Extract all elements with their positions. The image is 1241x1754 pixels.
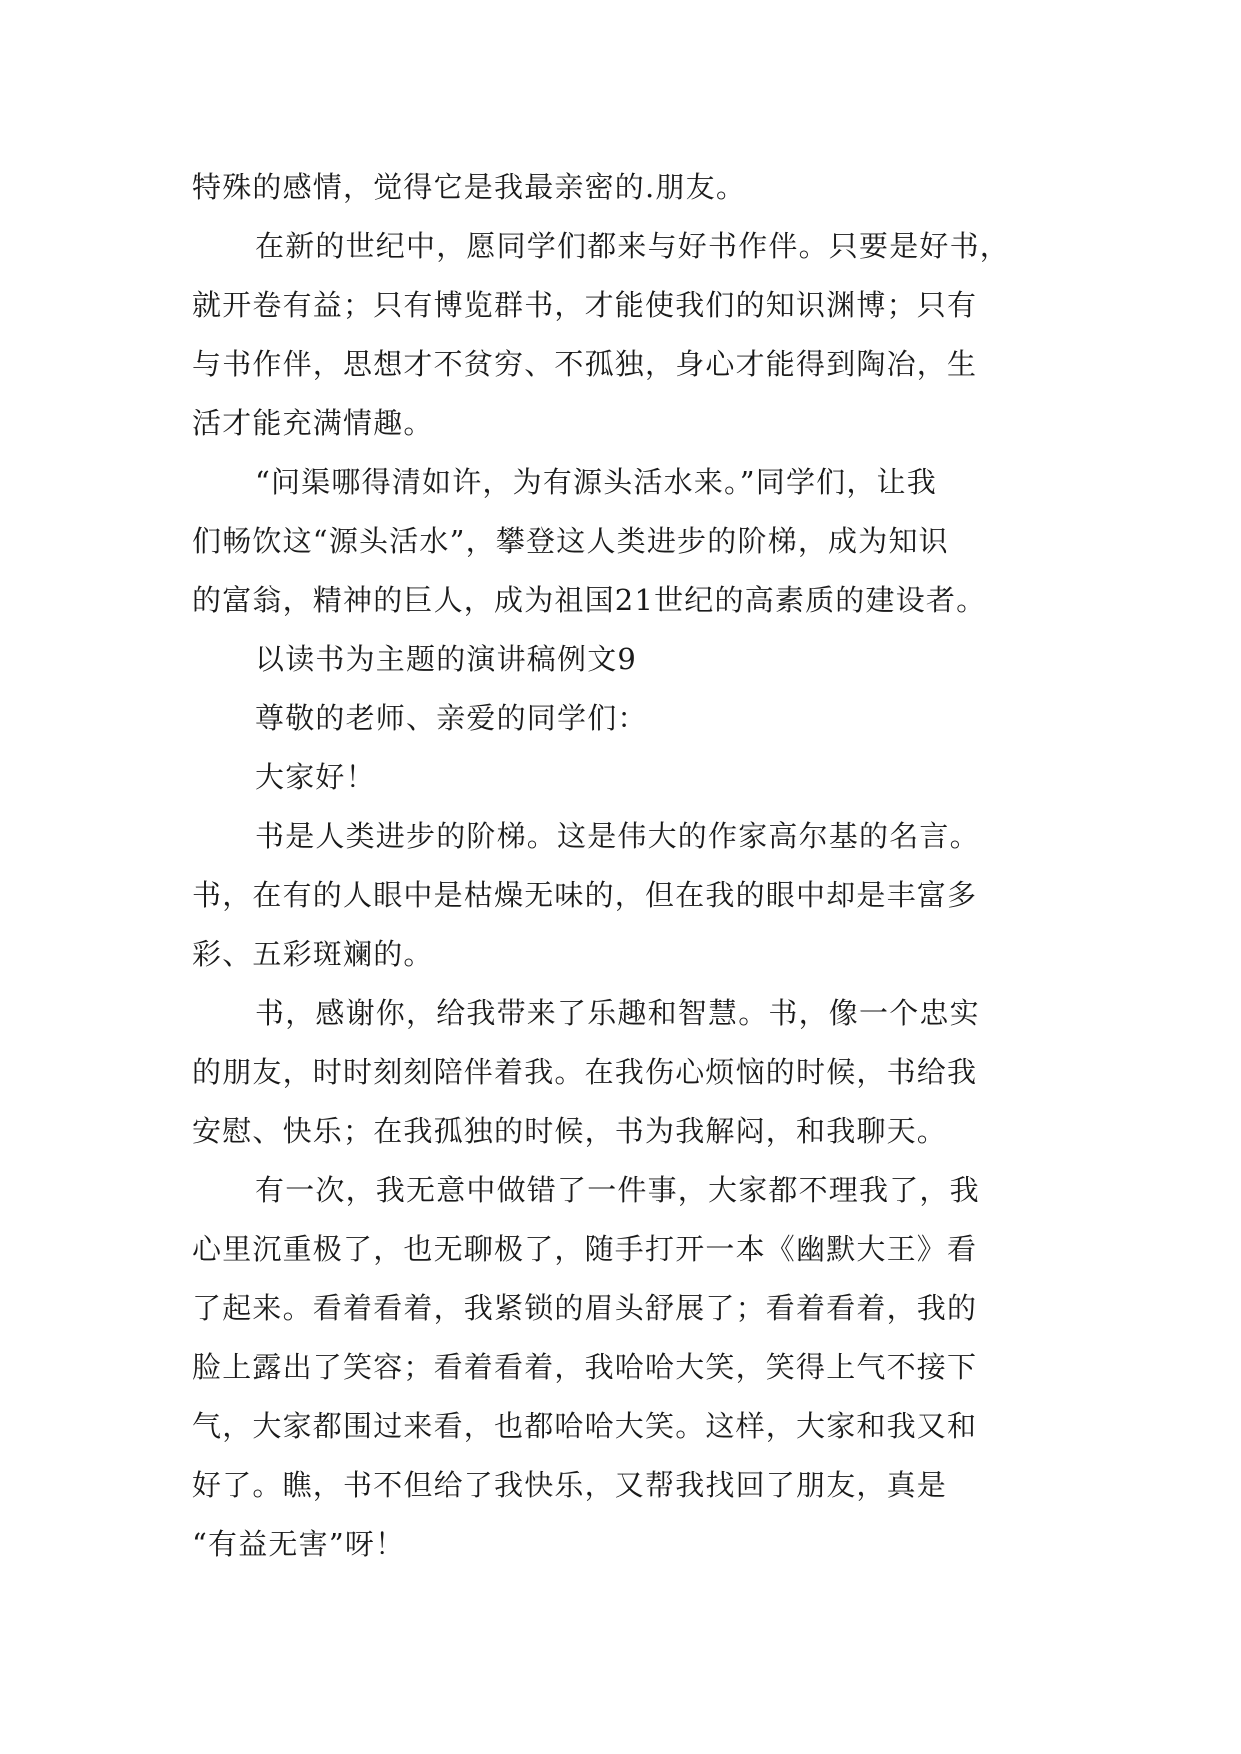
text-line: 书，在有的人眼中是枯燥无味的，但在我的眼中却是丰富多 [192, 878, 978, 912]
text-line: 的富翁，精神的巨人，成为祖国21世纪的高素质的建设者。 [192, 583, 987, 617]
text-line: “有益无害”呀！ [192, 1527, 406, 1561]
text-line: 了起来。看着看着，我紧锁的眉头舒展了；看着看着，我的 [192, 1291, 978, 1325]
text-line: 活才能充满情趣。 [192, 406, 434, 440]
paragraph-start-line: “问渠哪得清如许，为有源头活水来。”同学们，让我 [255, 465, 937, 499]
text-line: 脸上露出了笑容；看着看着，我哈哈大笑，笑得上气不接下 [192, 1350, 978, 1384]
text-line: 心里沉重极了，也无聊极了，随手打开一本《幽默大王》看 [192, 1232, 978, 1266]
paragraph-start-line: 书，感谢你，给我带来了乐趣和智慧。书，像一个忠实 [255, 996, 980, 1030]
text-line: 就开卷有益；只有博览群书，才能使我们的知识渊博；只有 [192, 288, 978, 322]
text-line: 的朋友，时时刻刻陪伴着我。在我伤心烦恼的时候，书给我 [192, 1055, 978, 1089]
greeting: 大家好！ [255, 760, 376, 794]
salutation: 尊敬的老师、亲爱的同学们： [255, 701, 648, 735]
text-line: 们畅饮这“源头活水”，攀登这人类进步的阶梯，成为知识 [192, 524, 949, 558]
text-line: 特殊的感情，觉得它是我最亲密的.朋友。 [192, 170, 747, 204]
text-line: 安慰、快乐；在我孤独的时候，书为我解闷，和我聊天。 [192, 1114, 948, 1148]
text-line: 气，大家都围过来看，也都哈哈大笑。这样，大家和我又和 [192, 1409, 978, 1443]
paragraph-start-line: 书是人类进步的阶梯。这是伟大的作家高尔基的名言。 [255, 819, 980, 853]
paragraph-start-line: 有一次，我无意中做错了一件事，大家都不理我了，我 [255, 1173, 980, 1207]
paragraph-start-line: 在新的世纪中，愿同学们都来与好书作伴。只要是好书， [255, 229, 1011, 263]
text-line: 好了。瞧，书不但给了我快乐，又帮我找回了朋友，真是 [192, 1468, 948, 1502]
text-line: 与书作伴，思想才不贫穷、不孤独，身心才能得到陶冶，生 [192, 347, 978, 381]
section-heading: 以读书为主题的演讲稿例文9 [255, 642, 638, 676]
text-line: 彩、五彩斑斓的。 [192, 937, 434, 971]
document-body [192, 158, 1072, 1574]
